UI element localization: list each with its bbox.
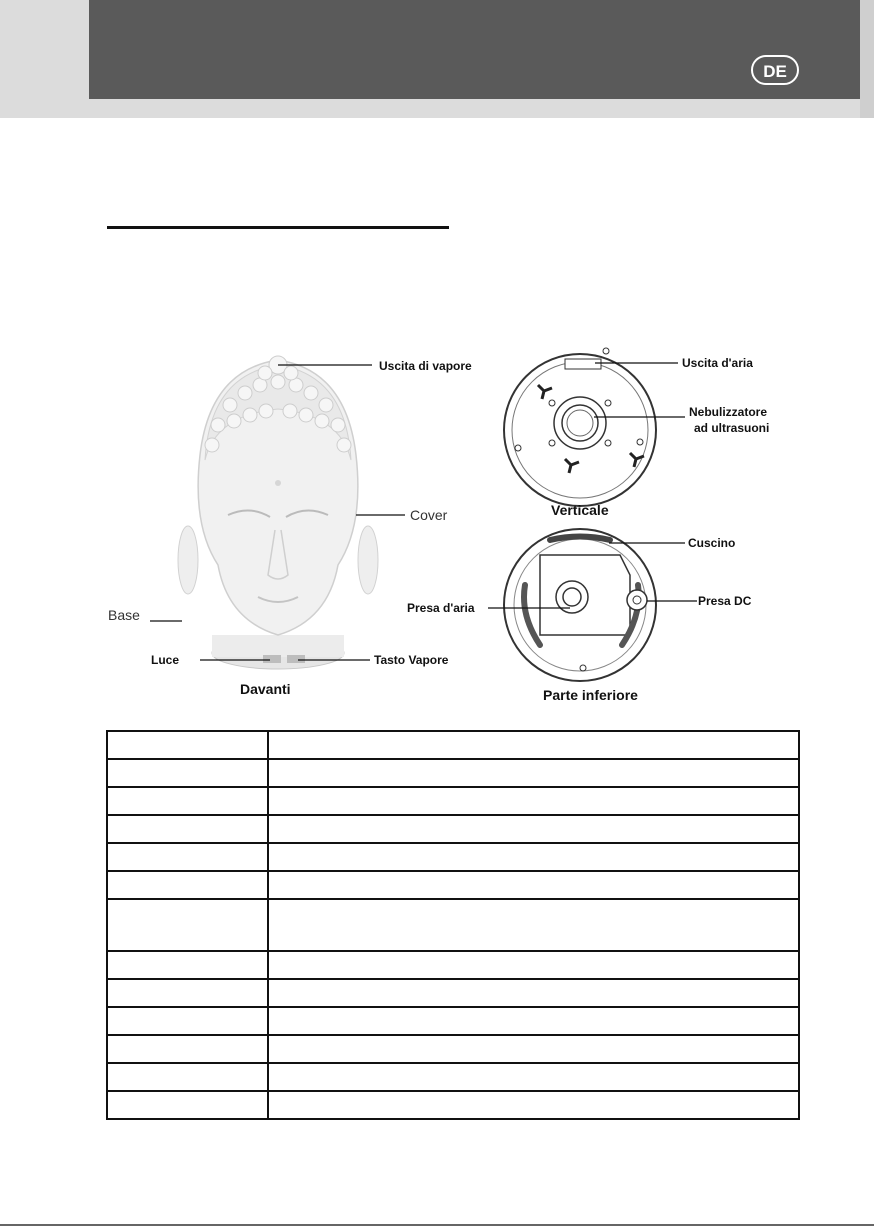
label-light: Luce: [151, 653, 180, 667]
label-steam-button: Tasto Vapore: [374, 653, 449, 667]
table-cell: [107, 951, 268, 979]
table-row: [107, 979, 799, 1007]
table-cell: [107, 1035, 268, 1063]
section-title-underline: [107, 226, 449, 229]
table-row: [107, 1063, 799, 1091]
product-diagram: [100, 335, 800, 715]
table-row: [107, 815, 799, 843]
label-base: Base: [108, 607, 140, 623]
table-row: [107, 759, 799, 787]
table-cell: [107, 871, 268, 899]
table-cell: [107, 1091, 268, 1119]
table-cell: [107, 1063, 268, 1091]
table-cell: [268, 1063, 799, 1091]
label-steam-outlet: Uscita di vapore: [379, 359, 472, 373]
header-underline: [89, 99, 860, 118]
table-row: [107, 787, 799, 815]
label-front: Davanti: [240, 681, 291, 697]
product-diagram-drawing: [100, 335, 800, 715]
table-cell: [268, 899, 799, 951]
table-row: [107, 1007, 799, 1035]
table-row: [107, 843, 799, 871]
table-row: [107, 731, 799, 759]
table-row: [107, 899, 799, 951]
table-cell: [107, 731, 268, 759]
table-row: [107, 1035, 799, 1063]
header-left-strip: [0, 0, 89, 118]
table-cell: [268, 871, 799, 899]
table-row: [107, 1091, 799, 1119]
bottom-view-illustration: [504, 529, 656, 681]
label-cushion: Cuscino: [688, 536, 736, 550]
specification-table: [106, 730, 800, 1120]
label-vertical: Verticale: [551, 502, 609, 518]
label-nebulizer-line1: Nebulizzatore: [689, 405, 768, 419]
table-cell: [268, 815, 799, 843]
table-row: [107, 951, 799, 979]
label-dc-socket: Presa DC: [698, 594, 752, 608]
language-badge: DE: [751, 55, 799, 85]
table-cell: [107, 815, 268, 843]
table-cell: [268, 951, 799, 979]
table-cell: [268, 1091, 799, 1119]
header-band: [89, 0, 860, 99]
table-cell: [107, 1007, 268, 1035]
label-air-intake: Presa d'aria: [407, 601, 475, 615]
table-cell: [268, 979, 799, 1007]
table-row: [107, 871, 799, 899]
table-cell: [268, 1035, 799, 1063]
table-cell: [268, 759, 799, 787]
table-cell: [268, 731, 799, 759]
table-cell: [107, 843, 268, 871]
table-cell: [107, 787, 268, 815]
table-cell: [107, 899, 268, 951]
buddha-diffuser-illustration: [178, 356, 378, 669]
label-nebulizer-line2: ad ultrasuoni: [694, 421, 770, 435]
table-cell: [268, 787, 799, 815]
table-cell: [268, 1007, 799, 1035]
label-air-outlet: Uscita d'aria: [682, 356, 753, 370]
label-cover: Cover: [410, 507, 448, 523]
top-view-illustration: [504, 348, 656, 506]
header-right-strip: [860, 0, 874, 118]
table-cell: [107, 979, 268, 1007]
label-bottom-part: Parte inferiore: [543, 687, 638, 703]
table-cell: [107, 759, 268, 787]
table-cell: [268, 843, 799, 871]
